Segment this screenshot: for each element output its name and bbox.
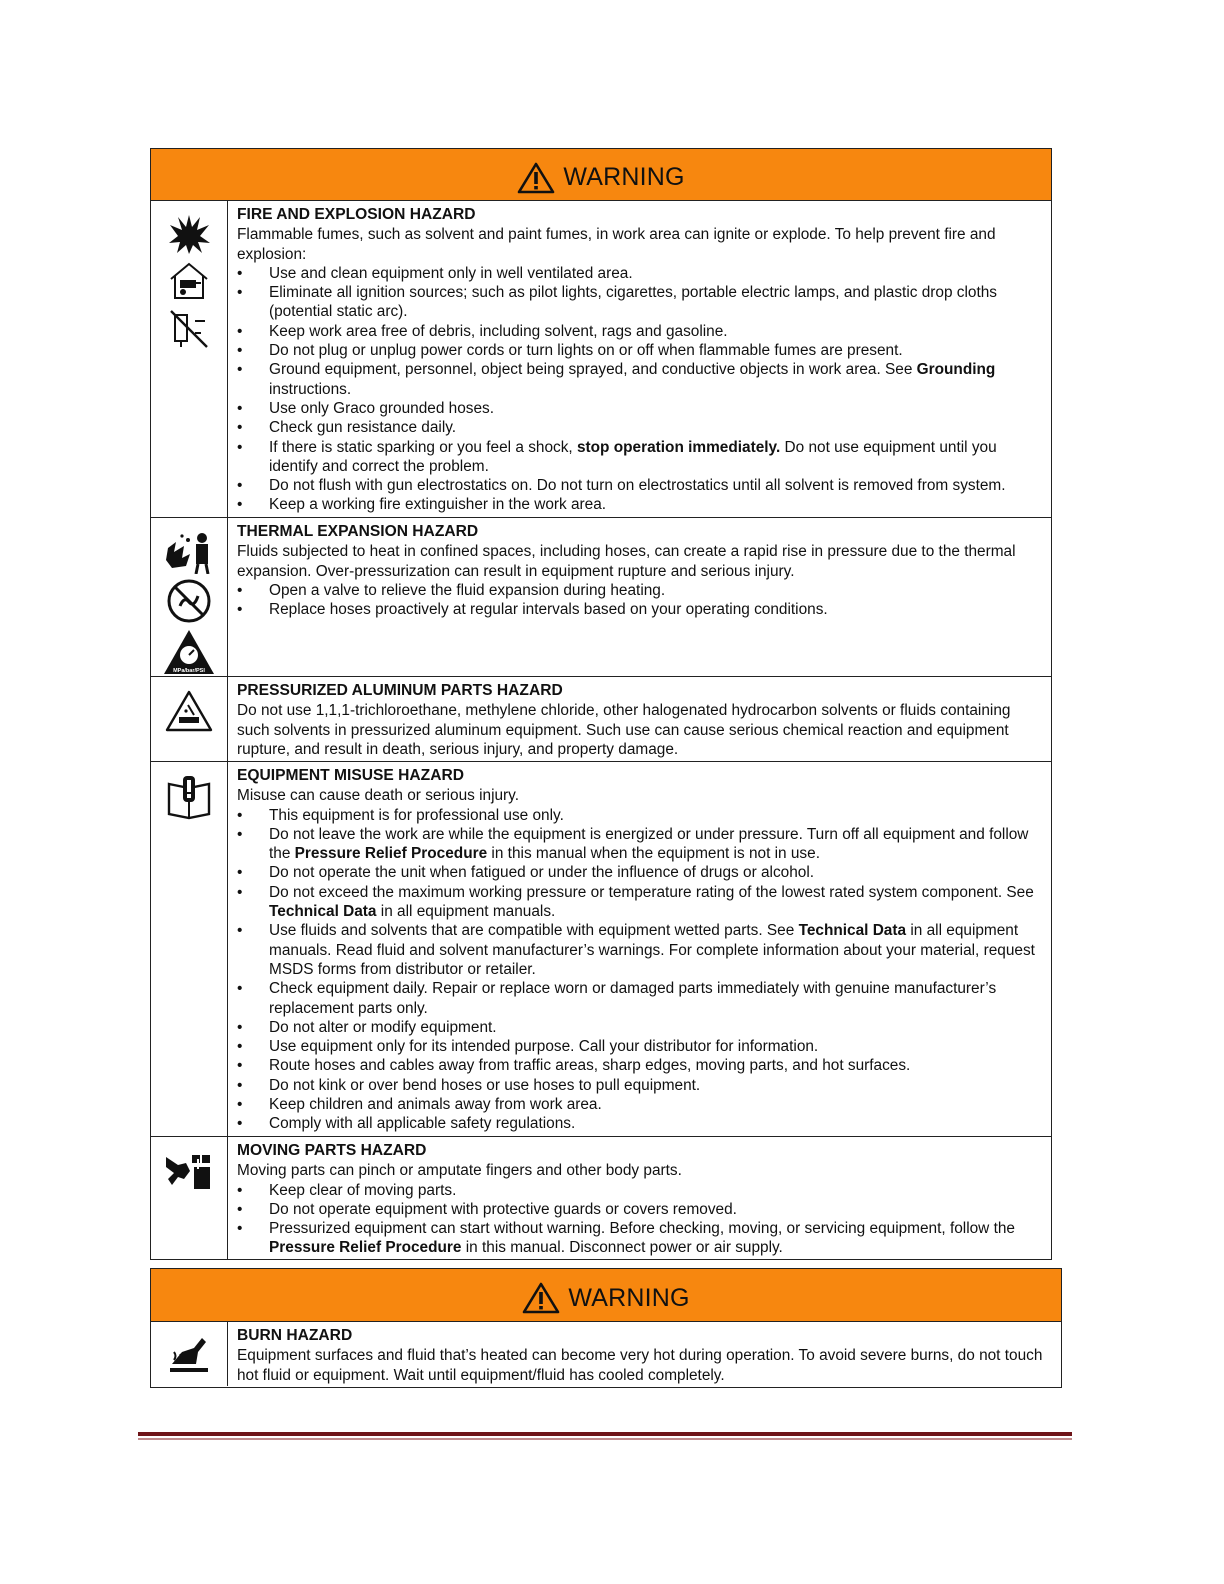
pinch-hand-icon — [164, 1149, 214, 1193]
list-item: • Do not flush with gun electrostatics on. Do not turn on electrostatics until all solvent is removed from system. — [237, 476, 1041, 495]
list-item: • Open a valve to relieve the fluid expansion during heating. — [237, 581, 1041, 600]
list-item: • Do not operate the unit when fatigued or under the influence of drugs or alcohol. — [237, 863, 1041, 882]
bullet-list — [237, 581, 1041, 620]
warning-table-burn — [150, 1268, 1062, 1388]
hazard-icons — [151, 1322, 228, 1386]
hazard-text — [228, 1322, 1061, 1386]
list-item: • Pressurized equipment can start without warning. Before checking, moving, or servicing equipment, follow the Pressure Relief Procedure in this manual. Disconnect power or air supply. — [237, 1219, 1041, 1258]
hazard-title: PRESSURIZED ALUMINUM PARTS HAZARD — [237, 682, 563, 699]
hazard-intro: Flammable fumes, such as solvent and paint fumes, in work area can ignite or explode. To help prevent fire and explosion: — [237, 226, 996, 263]
no-plug-icon — [167, 307, 211, 351]
list-item: • Keep children and animals away from work area. — [237, 1095, 1041, 1114]
bullet-list — [237, 264, 1041, 515]
list-item: • Check gun resistance daily. — [237, 418, 1041, 437]
hazard-icons — [151, 762, 228, 1136]
hazard-icons — [151, 201, 228, 517]
read-manual-icon — [165, 774, 213, 822]
hot-surface-icon — [166, 1334, 212, 1374]
warning-title: WARNING — [563, 163, 685, 191]
list-item: • Do not exceed the maximum working pressure or temperature rating of the lowest rated system component. See Technical Data in all equipment manuals. — [237, 883, 1041, 922]
chemical-reaction-icon — [164, 689, 214, 733]
list-item: • Do not plug or unplug power cords or turn lights on or off when flammable fumes are present. — [237, 341, 1041, 360]
hazard-intro: Moving parts can pinch or amputate fingers and other body parts. — [237, 1162, 682, 1180]
no-heat-icon — [166, 578, 212, 624]
list-item: • Ground equipment, personnel, object being sprayed, and conductive objects in work area. See Grounding instructions. — [237, 360, 1041, 399]
warning-title: WARNING — [568, 1283, 690, 1312]
hazard-intro: Misuse can cause death or serious injury. — [237, 787, 520, 805]
bullet-list — [237, 806, 1041, 1134]
gauge-caption: MPa/bar/PSI — [173, 668, 205, 674]
hazard-row-moving — [151, 1137, 1051, 1259]
list-item: • Keep clear of moving parts. — [237, 1181, 1041, 1200]
thermal-splash-icon — [162, 528, 216, 574]
list-item: • Use only Graco grounded hoses. — [237, 399, 1041, 418]
explosion-icon — [167, 213, 211, 255]
list-item: • Do not leave the work are while the equipment is energized or under pressure. Turn off all equipment and follow the Pressure Relief Procedure in this manual when the equipment is not in use. — [237, 825, 1041, 864]
hazard-intro: Do not use 1,1,1-trichloroethane, methylene chloride, other halogenated hydrocarbon solvents or fluids containing such solvents in pressurized aluminum equipment. Such use can cause serious chemical reaction and equipment rupture, and result in death, serious injury, and property damage. — [237, 702, 1011, 758]
list-item: • Use equipment only for its intended purpose. Call your distributor for information. — [237, 1037, 1041, 1056]
list-item: • Use fluids and solvents that are compatible with equipment wetted parts. See Technical Data in all equipment manuals. Read fluid and solvent manufacturer’s warnings. For complete information about your material, request MSDS forms from distributor or retailer. — [237, 921, 1041, 979]
hazard-text — [228, 518, 1051, 676]
hazard-text — [228, 677, 1051, 761]
hazard-icons — [151, 1137, 228, 1259]
warning-table-main — [150, 148, 1052, 1260]
list-item: • If there is static sparking or you feel a shock, stop operation immediately. Do not use equipment until you identify and correct the problem. — [237, 438, 1041, 477]
hazard-text — [228, 201, 1051, 517]
hazard-text — [228, 1137, 1051, 1259]
hazard-title: THERMAL EXPANSION HAZARD — [237, 523, 479, 540]
hazard-row-thermal — [151, 518, 1051, 677]
hazard-row-aluminum — [151, 677, 1051, 762]
warning-triangle-icon — [522, 1282, 560, 1314]
hazard-intro: Equipment surfaces and fluid that’s heated can become very hot during operation. To avoid severe burns, do not touch hot fluid or equipment. Wait until equipment/fluid has cooled completely. — [237, 1347, 1043, 1384]
list-item: • Route hoses and cables away from traffic areas, sharp edges, moving parts, and hot surfaces. — [237, 1056, 1041, 1075]
hazard-title: BURN HAZARD — [237, 1327, 353, 1344]
pressure-gauge-icon — [162, 628, 216, 676]
list-item: • Do not alter or modify equipment. — [237, 1018, 1041, 1037]
warning-header — [151, 1269, 1061, 1322]
list-item: • Keep a working fire extinguisher in the work area. — [237, 495, 1041, 514]
warning-header — [151, 149, 1051, 201]
hazard-title: MOVING PARTS HAZARD — [237, 1142, 427, 1159]
hazard-row-burn — [151, 1322, 1061, 1386]
hazard-row-misuse — [151, 762, 1051, 1137]
hazard-row-fire — [151, 201, 1051, 518]
list-item: • Comply with all applicable safety regulations. — [237, 1114, 1041, 1133]
bullet-list — [237, 1181, 1041, 1258]
list-item: • Replace hoses proactively at regular intervals based on your operating conditions. — [237, 600, 1041, 619]
hazard-title: EQUIPMENT MISUSE HAZARD — [237, 767, 464, 784]
list-item: • Keep work area free of debris, including solvent, rags and gasoline. — [237, 322, 1041, 341]
warning-triangle-icon — [517, 162, 555, 194]
list-item: • This equipment is for professional use only. — [237, 806, 1041, 825]
hazard-icons — [151, 677, 228, 761]
list-item: • Use and clean equipment only in well ventilated area. — [237, 264, 1041, 283]
list-item: • Do not kink or over bend hoses or use hoses to pull equipment. — [237, 1076, 1041, 1095]
hazard-text — [228, 762, 1051, 1136]
hazard-title: FIRE AND EXPLOSION HAZARD — [237, 206, 476, 223]
list-item: • Do not operate equipment with protective guards or covers removed. — [237, 1200, 1041, 1219]
house-fumes-icon — [167, 261, 211, 301]
hazard-intro: Fluids subjected to heat in confined spaces, including hoses, can create a rapid rise in pressure due to the thermal expansion. Over-pressurization can result in equipment rupture and serious injury. — [237, 543, 1016, 580]
list-item: • Check equipment daily. Repair or replace worn or damaged parts immediately with genuine manufacturer’s replacement parts only. — [237, 979, 1041, 1018]
footer-rule — [138, 1432, 1072, 1436]
footer-rule-shadow — [138, 1438, 1072, 1440]
list-item: • Eliminate all ignition sources; such as pilot lights, cigarettes, portable electric lamps, and plastic drop cloths (potential static arc). — [237, 283, 1041, 322]
hazard-icons — [151, 518, 228, 676]
